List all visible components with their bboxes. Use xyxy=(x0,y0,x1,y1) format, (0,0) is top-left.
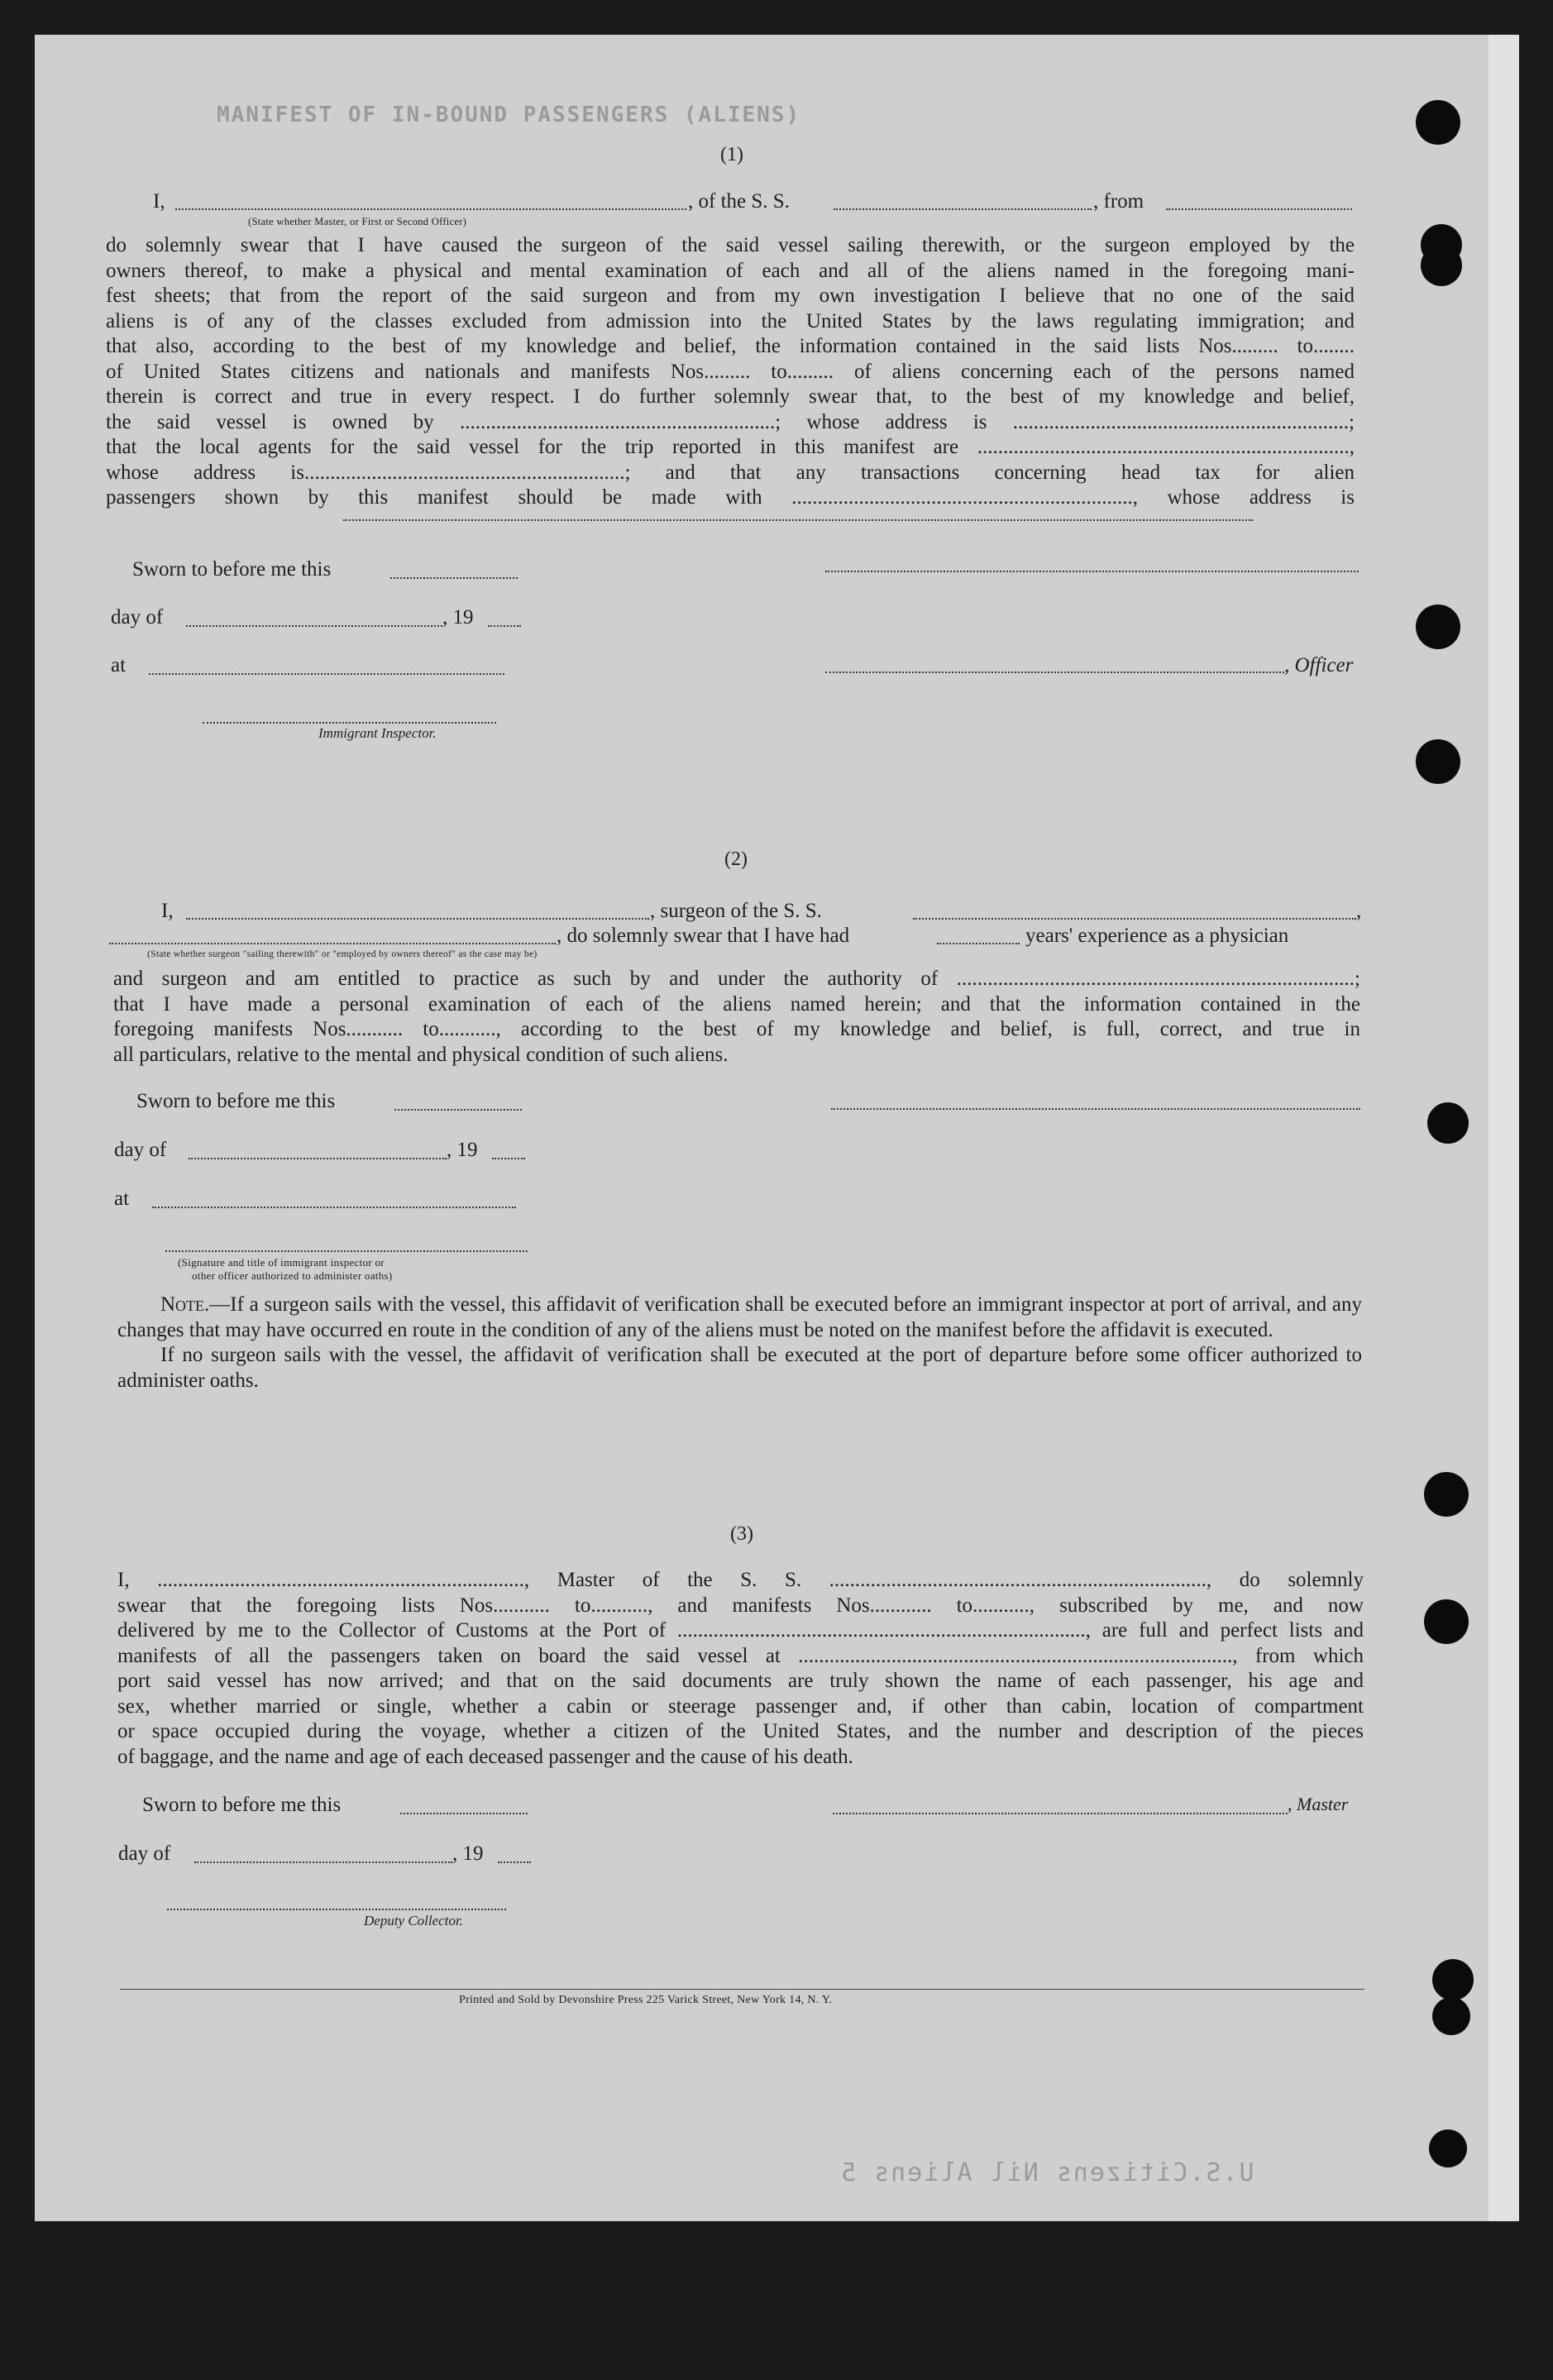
s1-line-11: passengers shown by this manifest should be made with .................................................................., whose address is xyxy=(106,486,1355,509)
note-paragraph-2: If no surgeon sails with the vessel, the affidavit of verification shall be executed at the port of departure before some officer authorized to administer oaths. xyxy=(117,1344,1362,1392)
s3-year-line xyxy=(498,1861,531,1863)
s2-right-line xyxy=(831,1108,1360,1110)
binder-hole-7 xyxy=(1424,1472,1469,1517)
binder-hole-5 xyxy=(1416,739,1460,784)
s1-name-line xyxy=(175,208,686,210)
note-text-1: —If a surgeon sails with the vessel, this affidavit of verification shall be executed before an immigrant inspector at port of arrival, and any changes that may have occurred en route in the condition of any of the aliens must be noted on the manifest before the affidavit is executed. xyxy=(117,1293,1362,1341)
s1-vessel-line xyxy=(834,208,1092,210)
s1-sworn-line xyxy=(390,577,518,579)
binder-hole-1 xyxy=(1416,100,1460,145)
binder-hole-10 xyxy=(1432,1997,1470,2035)
s1-inspector-sig-line xyxy=(203,722,496,724)
s1-day-of-label: day of xyxy=(111,606,164,628)
section-2-body xyxy=(113,967,1360,1068)
s3-line-8: of baggage, and the name and age of each deceased passenger and the cause of his death. xyxy=(117,1745,853,1768)
s2-name-line xyxy=(186,918,649,920)
s2-caption: (State whether surgeon "sailing therewith" or "employed by owners thereof" as the case may be) xyxy=(147,949,538,959)
s2-sworn-line xyxy=(394,1109,522,1111)
section-1-number: (1) xyxy=(720,144,743,165)
s2-sworn-label: Sworn to before me this xyxy=(136,1090,336,1112)
s2-year-line xyxy=(492,1158,525,1159)
binder-hole-11 xyxy=(1429,2129,1467,2167)
s2-sig-line xyxy=(165,1250,528,1252)
binder-hole-4 xyxy=(1416,605,1460,649)
s1-address-line xyxy=(343,519,1253,521)
s2-line-3: and surgeon and am entitled to practice as such by and under the authority of .............................................................................; xyxy=(113,968,1360,990)
s1-officer-label: , Officer xyxy=(1284,654,1354,676)
s3-line-7: or space occupied during the voyage, whether a citizen of the United States, and the number and description of the pieces xyxy=(117,1720,1364,1742)
note-block xyxy=(117,1293,1362,1393)
s3-day-of-label: day of xyxy=(118,1842,171,1865)
s1-year-line xyxy=(488,625,521,627)
section-2-number: (2) xyxy=(724,848,748,870)
section-3-number: (3) xyxy=(730,1523,753,1545)
binder-hole-8 xyxy=(1424,1599,1469,1644)
s1-officer-caption: (State whether Master, or First or Second Officer) xyxy=(248,216,467,227)
s1-line-4: aliens is of any of the classes excluded from admission into the United States by the laws regulating immigration; and xyxy=(106,309,1355,332)
section-3-body xyxy=(117,1568,1364,1770)
s2-years-label: years' experience as a physician xyxy=(1025,925,1289,947)
binder-hole-6 xyxy=(1427,1102,1469,1144)
s3-master-line xyxy=(833,1813,1288,1814)
s1-line-6: of United States citizens and nationals and manifests Nos......... to......... of aliens concerning each of the persons named xyxy=(106,360,1355,383)
s3-line-4: manifests of all the passengers taken on board the said vessel at ...................................................................................., from which xyxy=(117,1644,1364,1667)
s2-line-6: all particulars, relative to the mental and physical condition of such aliens. xyxy=(113,1043,729,1066)
s3-deputy-caption: Deputy Collector. xyxy=(364,1913,463,1928)
s2-capacity-line xyxy=(109,943,556,944)
s2-swear-label: , do solemnly swear that I have had xyxy=(557,925,850,947)
s1-line-9: that the local agents for the said vessel for the trip reported in this manifest are ........................................................................, xyxy=(106,436,1355,458)
s2-at-label: at xyxy=(114,1188,130,1210)
s1-of-the-ss-label: , of the S. S. xyxy=(688,190,790,213)
s1-at-line xyxy=(149,673,504,675)
s2-line-4: that I have made a personal examination of each of the aliens named herein; and that the information contained in the xyxy=(113,992,1360,1016)
s1-line-10: whose address is..............................................................; and that any transactions concerning head tax for alien xyxy=(106,461,1355,484)
s2-line-5: foregoing manifests Nos........... to..........., according to the best of my knowledge and belief, is full, correct, and true in xyxy=(113,1018,1360,1040)
note-paragraph-1 xyxy=(117,1293,1362,1343)
s1-at-label: at xyxy=(111,654,127,676)
s3-sworn-line xyxy=(400,1813,528,1814)
s1-line-3: fest sheets; that from the report of the said surgeon and from my own investigation I believe that no one of the said xyxy=(106,284,1355,307)
note-label: Note. xyxy=(160,1293,210,1316)
binder-hole-3 xyxy=(1421,245,1462,286)
s2-sig-caption-2: other officer authorized to administer oaths) xyxy=(192,1269,393,1282)
s1-line-8: the said vessel is owned by .............................................................; whose address is .................................................................; xyxy=(106,410,1355,433)
s3-line-5: port said vessel has now arrived; and that on the said documents are truly shown the name of each passenger, his age and xyxy=(117,1670,1364,1692)
s3-day-line xyxy=(194,1861,452,1863)
s1-officer-sig-line xyxy=(825,671,1284,673)
footer-rule xyxy=(120,1989,1364,1990)
s2-at-line xyxy=(152,1207,516,1208)
s2-line2-sep: , xyxy=(1356,900,1362,922)
s2-i-label: I, xyxy=(161,900,174,922)
s3-line-2: swear that the foregoing lists Nos........... to..........., and manifests Nos............ to..........., subscribed by me, and now xyxy=(117,1594,1364,1617)
s1-from-line xyxy=(1166,208,1352,210)
s1-nineteen-label: , 19 xyxy=(442,606,474,628)
printer-imprint: Printed and Sold by Devonshire Press 225 Varick Street, New York 14, N. Y. xyxy=(459,1994,833,2006)
s3-deputy-sig-line xyxy=(167,1909,506,1910)
s2-day-of-label: day of xyxy=(114,1139,167,1161)
s2-vessel-line xyxy=(913,918,1356,920)
page-edge xyxy=(1488,35,1519,2221)
ghost-manifest-title: MANIFEST OF IN-BOUND PASSENGERS (ALIENS) xyxy=(217,103,801,127)
s1-line-5: that also, according to the best of my knowledge and belief, the information contained in the said lists Nos......... to........ xyxy=(106,335,1355,357)
s1-inspector-caption: Immigrant Inspector. xyxy=(318,725,437,741)
s2-surgeon-of-label: , surgeon of the S. S. xyxy=(650,900,822,922)
s3-line-6: sex, whether married or single, whether a cabin or steerage passenger and, if other than cabin, location of compartment xyxy=(117,1694,1364,1718)
s3-line-1: I, ......................................................................., Master of the S. S. ........................................................................., do solemnly xyxy=(117,1569,1364,1591)
s1-day-line xyxy=(186,625,442,627)
s1-line-2: owners thereof, to make a physical and mental examination of each and all of the aliens named in the foregoing mani- xyxy=(106,259,1355,282)
s1-line-1: do solemnly swear that I have caused the surgeon of the said vessel sailing therewith, or the surgeon employed by the xyxy=(106,234,1355,256)
s2-sig-caption-1: (Signature and title of immigrant inspector or xyxy=(178,1256,385,1269)
s1-line-7: therein is correct and true in every respect. I do further solemnly swear that, to the best of my knowledge and belief, xyxy=(106,385,1355,408)
s1-i-label: I, xyxy=(153,190,165,213)
s1-sworn-label: Sworn to before me this xyxy=(132,558,332,581)
s3-master-label: , Master xyxy=(1288,1794,1349,1814)
s1-officer-name-line xyxy=(825,571,1359,572)
s3-nineteen-label: , 19 xyxy=(452,1842,484,1865)
s2-day-line xyxy=(189,1158,447,1159)
section-1-body xyxy=(106,233,1355,511)
s1-from-label: , from xyxy=(1093,190,1144,213)
s3-sworn-label: Sworn to before me this xyxy=(142,1794,342,1816)
binder-hole-9 xyxy=(1432,1959,1474,2000)
ghost-bottom-stamp: U.S.Citizens Nil Aliens 5 xyxy=(839,2158,1254,2187)
s3-line-3: delivered by me to the Collector of Customs at the Port of ..............................................................................., are full and perfect lists and xyxy=(117,1619,1364,1642)
s2-years-line xyxy=(937,943,1020,944)
s2-nineteen-label: , 19 xyxy=(447,1139,478,1161)
